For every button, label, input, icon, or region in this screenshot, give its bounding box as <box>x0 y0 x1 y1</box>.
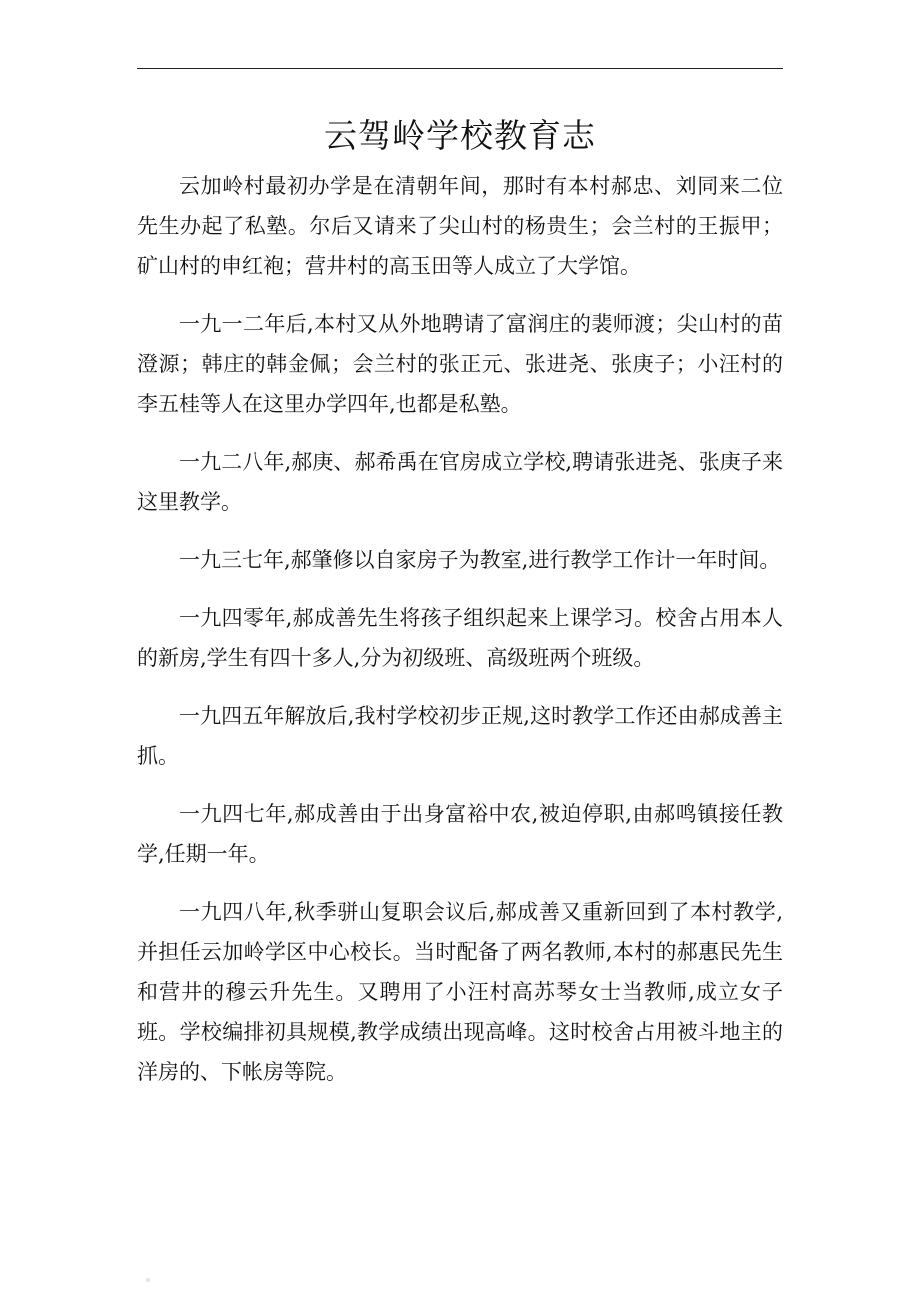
paragraph-8: 一九四八年,秋季骈山复职会议后,郝成善又重新回到了本村教学,并担任云加岭学区中心校长。当时配备了两名教师,本村的郝惠民先生和营井的穆云升先生。又聘用了小汪村高苏琴女士当教师,成立女子班。学校编排初具规模,教学成绩出现高峰。这时校舍占用被斗地主的洋房的、下帐房等院。 <box>137 900 783 1084</box>
header-rule <box>137 68 783 69</box>
paragraph-6: 一九四五年解放后,我村学校初步正规,这时教学工作还由郝成善主抓。 <box>137 704 783 768</box>
document-title: 云驾岭学校教育志 <box>324 116 596 155</box>
paragraph-2: 一九一二年后,本村又从外地聘请了富润庄的裴师渡；尖山村的苗澄源；韩庄的韩金佩；会兰村的张正元、张进尧、张庚子；小汪村的李五桂等人在这里办学四年,也都是私塾。 <box>137 312 783 416</box>
document-body <box>137 166 783 1110</box>
paragraph-3: 一九二八年,郝庚、郝希禹在官房成立学校,聘请张进尧、张庚子来这里教学。 <box>137 450 783 514</box>
paragraph-1: 云加岭村最初办学是在清朝年间，那时有本村郝忠、刘同来二位先生办起了私塾。尔后又请来了尖山村的杨贵生；会兰村的王振甲；矿山村的申红袍；营井村的高玉田等人成立了大学馆。 <box>137 174 783 278</box>
paragraph-7: 一九四七年,郝成善由于出身富裕中农,被迫停职,由郝鸣镇接任教学,任期一年。 <box>137 802 783 866</box>
footer-dot <box>146 1278 150 1282</box>
paragraph-4: 一九三七年,郝肇修以自家房子为教室,进行教学工作计一年时间。 <box>179 548 781 572</box>
paragraph-5: 一九四零年,郝成善先生将孩子组织起来上课学习。校舍占用本人的新房,学生有四十多人,分为初级班、高级班两个班级。 <box>137 606 783 670</box>
